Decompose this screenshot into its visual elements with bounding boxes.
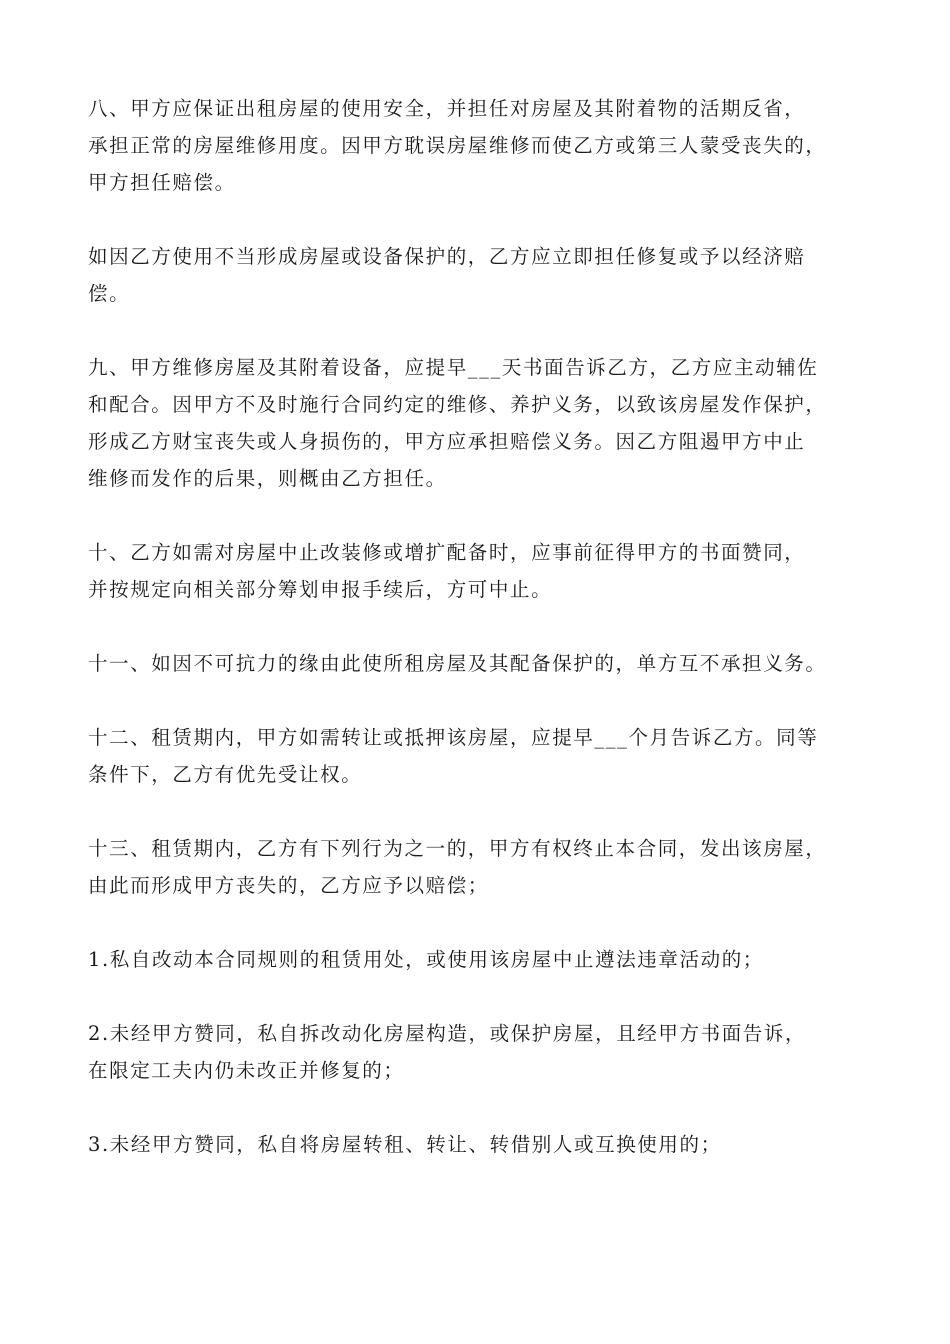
text-line: 并按规定向相关部分筹划申报手续后，方可中止。: [88, 578, 553, 601]
clause-paragraph: [88, 1126, 878, 1163]
text-line: 2.未经甲方赞同，私自拆改动化房屋构造，或保护房屋，且经甲方书面告诉，: [88, 1022, 807, 1045]
clause-paragraph: [88, 534, 878, 608]
text-line: 十二、租赁期内，甲方如需转让或抵押该房屋，应提早___个月告诉乙方。同等: [88, 726, 819, 749]
text-line: 八、甲方应保证出租房屋的使用安全，并担任对房屋及其附着物的活期反省，: [88, 97, 806, 120]
text-line: 十一、如因不可抗力的缘由此使所租房屋及其配备保护的，单方互不承担义务。: [88, 652, 827, 675]
clause-paragraph: [88, 1015, 878, 1089]
text-line: 承担正常的房屋维修用度。因甲方耽误房屋维修而使乙方或第三人蒙受丧失的，: [88, 134, 827, 157]
text-line: 条件下，乙方有优先受让权。: [88, 763, 363, 786]
text-line: 形成乙方财宝丧失或人身损伤的，甲方应承担赔偿义务。因乙方阻遏甲方中止: [88, 430, 806, 453]
text-line: 1.私自改动本合同规则的租赁用处，或使用该房屋中止遵法违章活动的；: [88, 948, 764, 971]
text-line: 由此而形成甲方丧失的，乙方应予以赔偿；: [88, 874, 489, 897]
text-line: 和配合。因甲方不及时施行合同约定的维修、养护义务，以致该房屋发作保护，: [88, 393, 827, 416]
clause-paragraph: [88, 830, 878, 904]
text-line: 甲方担任赔偿。: [88, 171, 236, 194]
text-line: 十、乙方如需对房屋中止改装修或增扩配备时，应事前征得甲方的书面赞同，: [88, 541, 806, 564]
document-body: [88, 90, 878, 1200]
text-line: 3.未经甲方赞同，私自将房屋转租、转让、转借别人或互换使用的；: [88, 1133, 722, 1156]
clause-paragraph: [88, 238, 878, 312]
clause-paragraph: [88, 90, 878, 201]
text-line: 维修而发作的后果，则概由乙方担任。: [88, 467, 447, 490]
clause-paragraph: [88, 941, 878, 978]
text-line: 九、甲方维修房屋及其附着设备，应提早___天书面告诉乙方，乙方应主动辅佐: [88, 356, 819, 379]
text-line: 偿。: [88, 282, 131, 305]
clause-paragraph: [88, 645, 878, 682]
clause-paragraph: [88, 719, 878, 793]
text-line: 如因乙方使用不当形成房屋或设备保护的，乙方应立即担任修复或予以经济赔: [88, 245, 806, 268]
clause-paragraph: [88, 349, 878, 497]
text-line: 十三、租赁期内，乙方有下列行为之一的，甲方有权终止本合同，发出该房屋，: [88, 837, 827, 860]
text-line: 在限定工夫内仍未改正并修复的；: [88, 1059, 405, 1082]
